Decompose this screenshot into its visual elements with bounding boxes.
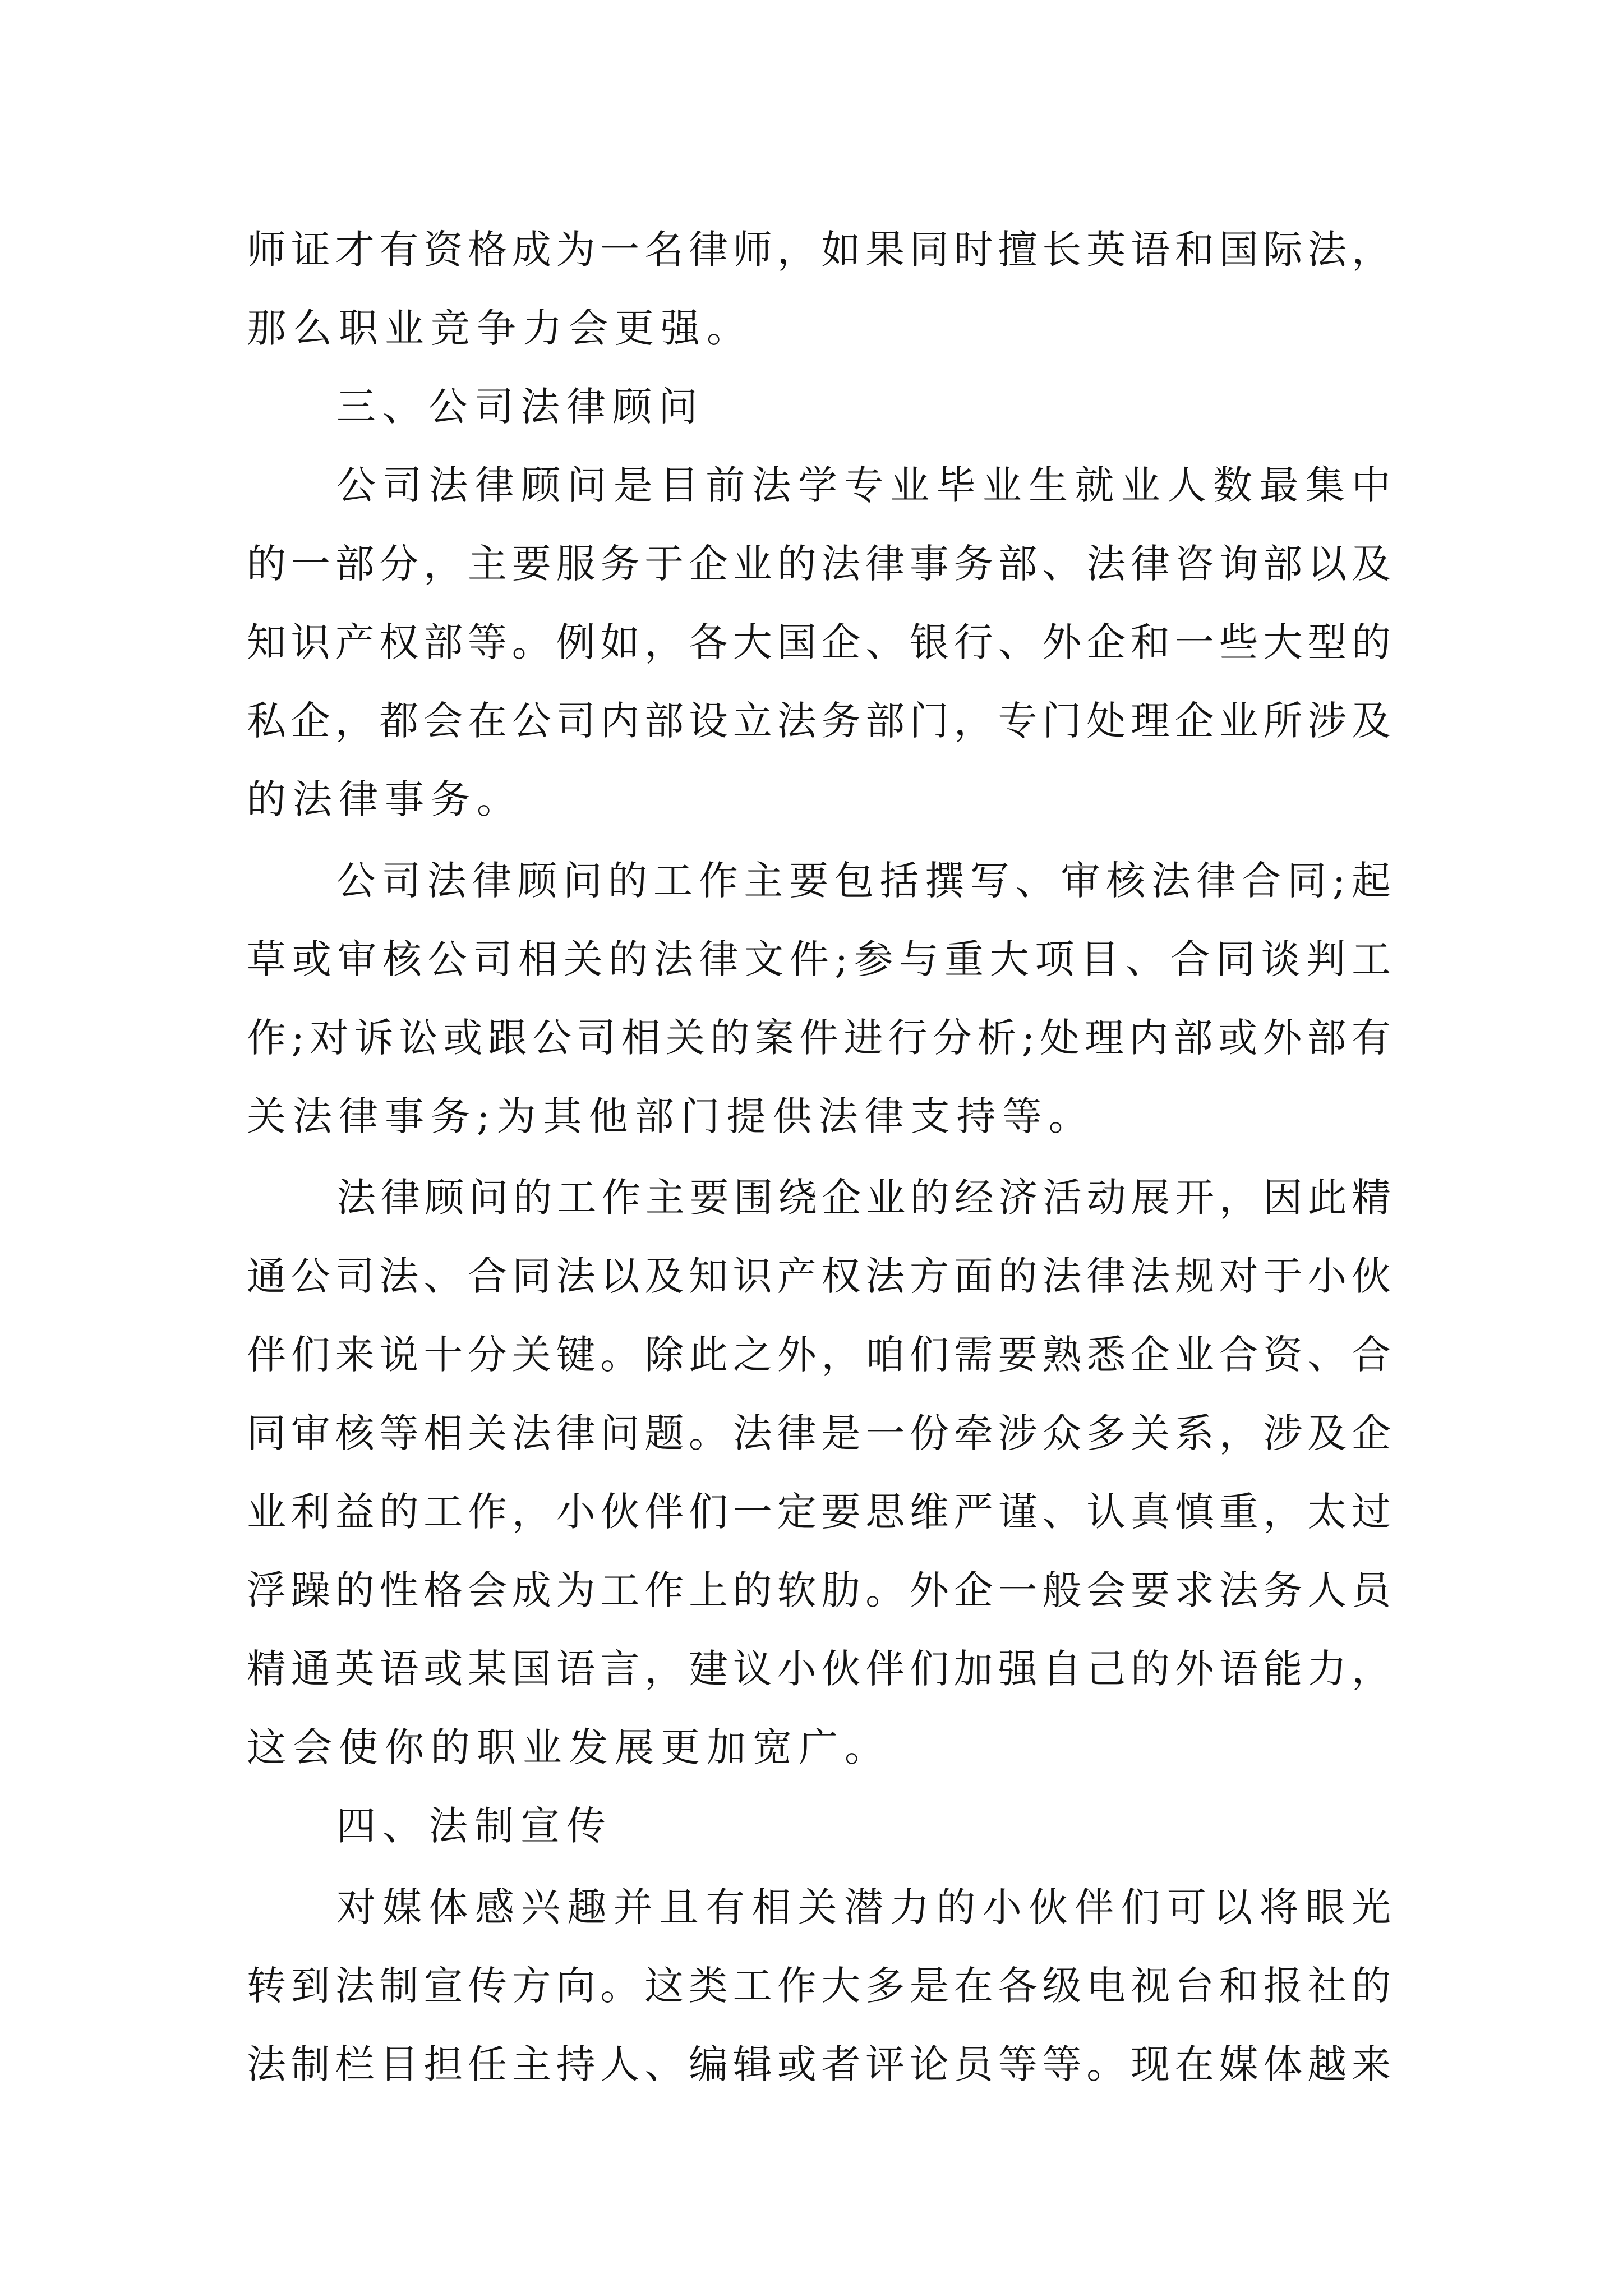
text-line: 知识产权部等。例如，各大国企、银行、外企和一些大型的 bbox=[247, 619, 1391, 665]
text-line: 公司法律顾问的工作主要包括撰写、审核法律合同;起 bbox=[336, 858, 1391, 904]
text-line: 的法律事务。 bbox=[247, 776, 523, 822]
section-heading: 四、法制宣传 bbox=[336, 1803, 612, 1849]
text-line: 的一部分，主要服务于企业的法律事务部、法律咨询部以及 bbox=[247, 541, 1391, 587]
text-line: 草或审核公司相关的法律文件;参与重大项目、合同谈判工 bbox=[247, 936, 1391, 982]
text-line: 师证才有资格成为一名律师，如果同时擅长英语和国际法， bbox=[247, 227, 1391, 273]
text-line: 私企，都会在公司内部设立法务部门，专门处理企业所涉及 bbox=[247, 698, 1391, 744]
text-line: 关法律事务;为其他部门提供法律支持等。 bbox=[247, 1093, 1095, 1139]
section-heading: 三、公司法律顾问 bbox=[336, 384, 704, 430]
text-line: 这会使你的职业发展更加宽广。 bbox=[247, 1724, 891, 1770]
text-line: 那么职业竞争力会更强。 bbox=[247, 305, 753, 351]
text-line: 浮躁的性格会成为工作上的软肋。外企一般会要求法务人员 bbox=[247, 1567, 1391, 1613]
text-line: 通公司法、合同法以及知识产权法方面的法律法规对于小伙 bbox=[247, 1253, 1391, 1299]
text-line: 业利益的工作，小伙伴们一定要思维严谨、认真慎重，太过 bbox=[247, 1489, 1391, 1535]
text-line: 公司法律顾问是目前法学专业毕业生就业人数最集中 bbox=[336, 462, 1391, 508]
text-line: 法制栏目担任主持人、编辑或者评论员等等。现在媒体越来 bbox=[247, 2041, 1391, 2087]
text-line: 同审核等相关法律问题。法律是一份牵涉众多关系，涉及企 bbox=[247, 1410, 1391, 1456]
text-line: 对媒体感兴趣并且有相关潜力的小伙伴们可以将眼光 bbox=[336, 1884, 1391, 1930]
text-line: 伴们来说十分关键。除此之外，咱们需要熟悉企业合资、合 bbox=[247, 1332, 1391, 1378]
text-line: 法律顾问的工作主要围绕企业的经济活动展开，因此精 bbox=[336, 1175, 1391, 1221]
text-line: 转到法制宣传方向。这类工作大多是在各级电视台和报社的 bbox=[247, 1963, 1391, 2009]
text-line: 精通英语或某国语言，建议小伙伴们加强自己的外语能力， bbox=[247, 1646, 1391, 1692]
text-line: 作;对诉讼或跟公司相关的案件进行分析;处理内部或外部有 bbox=[247, 1015, 1391, 1061]
